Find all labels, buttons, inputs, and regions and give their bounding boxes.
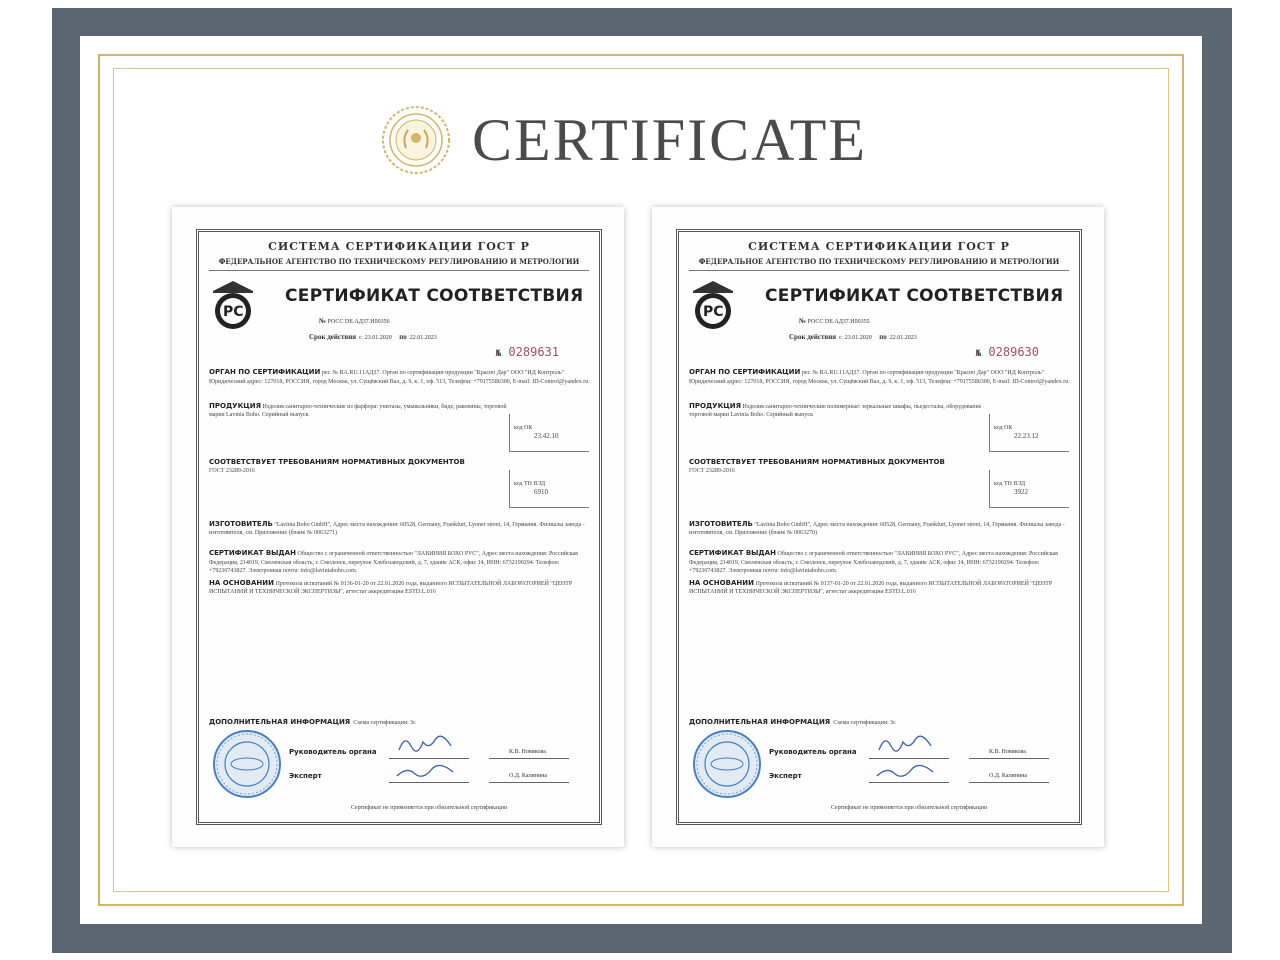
head-signature-icon (395, 732, 455, 756)
head-name-line (969, 758, 1049, 759)
organ-label: ОРГАН ПО СЕРТИФИКАЦИИ (689, 368, 801, 377)
tnved-code-box (509, 470, 589, 508)
manufacturer-label: ИЗГОТОВИТЕЛЬ (689, 519, 753, 528)
extra-info-label: ДОПОЛНИТЕЛЬНАЯ ИНФОРМАЦИЯ (209, 718, 351, 726)
product-label: ПРОДУКЦИЯ (689, 401, 742, 410)
product-text: Изделия санитарно-технические полимерные: зеркальные шкафы, пьедесталы, оборудование торговой марки Lavinia Boho. Серийный выпуск (689, 403, 982, 419)
expert-label: Эксперт (769, 772, 802, 780)
expert-signature-icon (875, 760, 935, 784)
expert-signature-icon (395, 760, 455, 784)
head-label: Руководитель органа (769, 748, 857, 756)
expert-sign-line (869, 782, 949, 783)
issued-section (209, 549, 589, 575)
extra-info-text: Схема сертификации: 3с (833, 720, 896, 726)
expert-label: Эксперт (289, 772, 322, 780)
certificate-footnote: Сертификат не применяется при обязательной сертификации (350, 804, 508, 811)
head-signature-icon (875, 732, 935, 756)
okp-label: код ОК (994, 424, 1013, 431)
tnved-value: 3922 (1014, 487, 1028, 496)
certificate-card-left (172, 207, 624, 847)
head-sign-line (389, 758, 469, 759)
basis-text: Протокола испытаний № 0136-01-20 от 22.01.2020 года, выданного ИСПЫТАТЕЛЬНОЙ ЛАБОРАТОРИЕЙ "ЦЕНТР ИСПЫТАНИЙ И ТЕХНИЧЕСКОЙ ЭКСПЕРТИЗЫ", аттестат аккредитации ESTD.L.016 (209, 581, 573, 596)
organ-label: ОРГАН ПО СЕРТИФИКАЦИИ (209, 368, 321, 377)
head-name: К.В. Новикова (509, 749, 546, 755)
certificate-footnote: Сертификат не применяется при обязательной сертификации (830, 804, 988, 811)
system-heading: СИСТЕМА СЕРТИФИКАЦИИ ГОСТ Р (268, 240, 530, 253)
conformity-section (689, 458, 1069, 508)
head-name-line (489, 758, 569, 759)
validity-label: Срок действия (309, 332, 357, 341)
validity-label: Срок действия (789, 332, 837, 341)
organ-section (689, 368, 1069, 386)
conformity-section (209, 458, 589, 508)
signature-area (689, 712, 1069, 812)
certificate-card-right (652, 207, 1104, 847)
certificate-body (196, 229, 602, 825)
product-text: Изделия санитарно-технические из фарфора: унитазы, умывальники, биде, раковины, торговой марки Lavinia Boho. Серийный выпуск (209, 403, 507, 419)
expert-name-line (969, 782, 1049, 783)
manufacturer-text: "Lavinia Boho GmbH", Адрес места нахождения: 60528, Germany, Frankfurt, Lyoner street, 14, Германия. Филиалы завода - изготовителя, см. Приложение (бланк № 0063270) (689, 521, 1065, 537)
certificate-number-line (319, 317, 589, 326)
manufacturer-section (209, 520, 589, 538)
basis-section (209, 579, 589, 597)
extra-info-text: Схема сертификации: 3с (353, 720, 416, 726)
head-label: Руководитель органа (289, 748, 377, 756)
issued-text: Общество с ограниченной ответственностью "ЛАВИНИЯ БОХО РУС", Адрес места нахождения: Российская Федерация, 214019, Смоленская область, г. Смоленск, переулок Хлебозаводский, д. 7, здание АСК, офис 14, ИНН: 6732190294. Телефон: +79230743827. Электронная почта: info@laviniaboho.com. (689, 551, 1058, 574)
conformity-text: ГОСТ 23289-2016 (689, 468, 735, 475)
to-label: по (399, 332, 407, 341)
issued-text: Общество с ограниченной ответственностью "ЛАВИНИЯ БОХО РУС", Адрес места нахождения: Российская Федерация, 214019, Смоленская область, г. Смоленск, переулок Хлебозаводский, д. 7, здание АСК, офис 14, ИНН: 6732190294. Телефон: +79230743827. Электронная почта: info@laviniaboho.com. (209, 551, 578, 574)
manufacturer-label: ИЗГОТОВИТЕЛЬ (209, 519, 273, 528)
certificate-name: СЕРТИФИКАТ СООТВЕТСТВИЯ (765, 286, 1064, 307)
number-prefix: № (799, 317, 807, 326)
serial-prefix: № (975, 349, 982, 360)
rst-logo-icon (689, 279, 737, 331)
certificate-number-line (799, 317, 1069, 326)
certificate-number: РОСС DE.АД37.Н00356 (327, 319, 390, 326)
from-label: с (839, 334, 842, 341)
rst-logo-icon (209, 279, 257, 331)
svg-text:PC: PC (703, 304, 724, 321)
organ-section (209, 368, 589, 386)
to-label: по (879, 332, 887, 341)
serial-value: 0289631 (508, 345, 559, 360)
okp-value: 23.42.10 (534, 431, 559, 440)
certificate-body (676, 229, 1082, 825)
page-title: CERTIFICATE (472, 107, 868, 173)
organ-text: рег. № RA.RU.11АД37. Орган по сертификации продукции "Красно Дар" ООО "ИД Контроль" Юридический адрес: 127018, РОССИЯ, город Москва, ул. Сущёвский Вал, д. 9, к. 1, оф. 513, Телефон: +79175586300, E-mail: ID-Control@yandex.ru (689, 370, 1069, 385)
conformity-label: СООТВЕТСТВУЕТ ТРЕБОВАНИЯМ НОРМАТИВНЫХ ДОКУМЕНТОВ (689, 457, 945, 466)
tnved-value: 6910 (534, 487, 548, 496)
valid-to: 22.01.2023 (409, 334, 437, 341)
conformity-label: СООТВЕТСТВУЕТ ТРЕБОВАНИЯМ НОРМАТИВНЫХ ДОКУМЕНТОВ (209, 457, 465, 466)
laurel-seal-icon (380, 104, 452, 176)
okp-code-box (989, 414, 1069, 452)
basis-text: Протокола испытаний № 0137-01-20 от 22.01.2020 года, выданного ИСПЫТАТЕЛЬНОЙ ЛАБОРАТОРИЕЙ "ЦЕНТР ИСПЫТАНИЙ И ТЕХНИЧЕСКОЙ ЭКСПЕРТИЗЫ", аттестат аккредитации ESTD.L.016 (689, 581, 1053, 596)
head-sign-line (869, 758, 949, 759)
certificate-number: РОСС DE.АД37.Н00355 (807, 319, 870, 326)
expert-name: О.Д. Калинина (989, 773, 1028, 779)
system-heading: СИСТЕМА СЕРТИФИКАЦИИ ГОСТ Р (748, 240, 1010, 253)
head-name: К.В. Новикова (989, 749, 1026, 755)
extra-info-label: ДОПОЛНИТЕЛЬНАЯ ИНФОРМАЦИЯ (689, 718, 831, 726)
issued-label: СЕРТИФИКАТ ВЫДАН (209, 549, 296, 558)
serial-value: 0289630 (988, 345, 1039, 360)
okp-code-box (509, 414, 589, 452)
blue-stamp-icon (211, 728, 283, 800)
basis-label: НА ОСНОВАНИИ (689, 579, 754, 588)
expert-name-line (489, 782, 569, 783)
organ-text: рег. № RA.RU.11АД37. Орган по сертификации продукции "Красно Дар" ООО "ИД Контроль" Юридический адрес: 127018, РОССИЯ, город Москва, ул. Сущёвский Вал, д. 9, к. 1, оф. 513, Телефон: +79175586300, E-mail: ID-Control@yandex.ru (209, 370, 589, 385)
serial-number (209, 344, 559, 360)
expert-sign-line (389, 782, 469, 783)
number-prefix: № (319, 317, 327, 326)
certificate-name: СЕРТИФИКАТ СООТВЕТСТВИЯ (285, 286, 584, 307)
signature-area (209, 712, 589, 812)
agency-heading: ФЕДЕРАЛЬНОЕ АГЕНТСТВО ПО ТЕХНИЧЕСКОМУ РЕГУЛИРОВАНИЮ И МЕТРОЛОГИИ (689, 257, 1069, 271)
validity-line (309, 333, 589, 342)
blue-stamp-icon (691, 728, 763, 800)
product-section (689, 402, 1069, 452)
issued-section (689, 549, 1069, 575)
validity-line (789, 333, 1069, 342)
basis-label: НА ОСНОВАНИИ (209, 579, 274, 588)
expert-name: О.Д. Калинина (509, 773, 548, 779)
serial-number (689, 344, 1039, 360)
okp-label: код ОК (514, 424, 533, 431)
basis-section (689, 579, 1069, 597)
conformity-text: ГОСТ 23289-2016 (209, 468, 255, 475)
tnved-label: код ТН ВЭД (994, 480, 1026, 487)
valid-from: 23.01.2020 (364, 334, 392, 341)
manufacturer-section (689, 520, 1069, 538)
serial-prefix: № (495, 349, 502, 360)
svg-text:PC: PC (223, 304, 244, 321)
manufacturer-text: "Lavinia Boho GmbH", Адрес места нахождения: 60528, Germany, Frankfurt, Lyoner street, 14, Германия. Филиалы завода - изготовителя, см. Приложение (бланк № 0063271) (209, 521, 585, 537)
product-section (209, 402, 589, 452)
valid-to: 22.01.2023 (889, 334, 917, 341)
tnved-label: код ТН ВЭД (514, 480, 546, 487)
issued-label: СЕРТИФИКАТ ВЫДАН (689, 549, 776, 558)
certificate-header (380, 100, 867, 180)
tnved-code-box (989, 470, 1069, 508)
agency-heading: ФЕДЕРАЛЬНОЕ АГЕНТСТВО ПО ТЕХНИЧЕСКОМУ РЕГУЛИРОВАНИЮ И МЕТРОЛОГИИ (209, 257, 589, 271)
okp-value: 22.23.12 (1014, 431, 1039, 440)
valid-from: 23.01.2020 (844, 334, 872, 341)
from-label: с (359, 334, 362, 341)
product-label: ПРОДУКЦИЯ (209, 401, 262, 410)
